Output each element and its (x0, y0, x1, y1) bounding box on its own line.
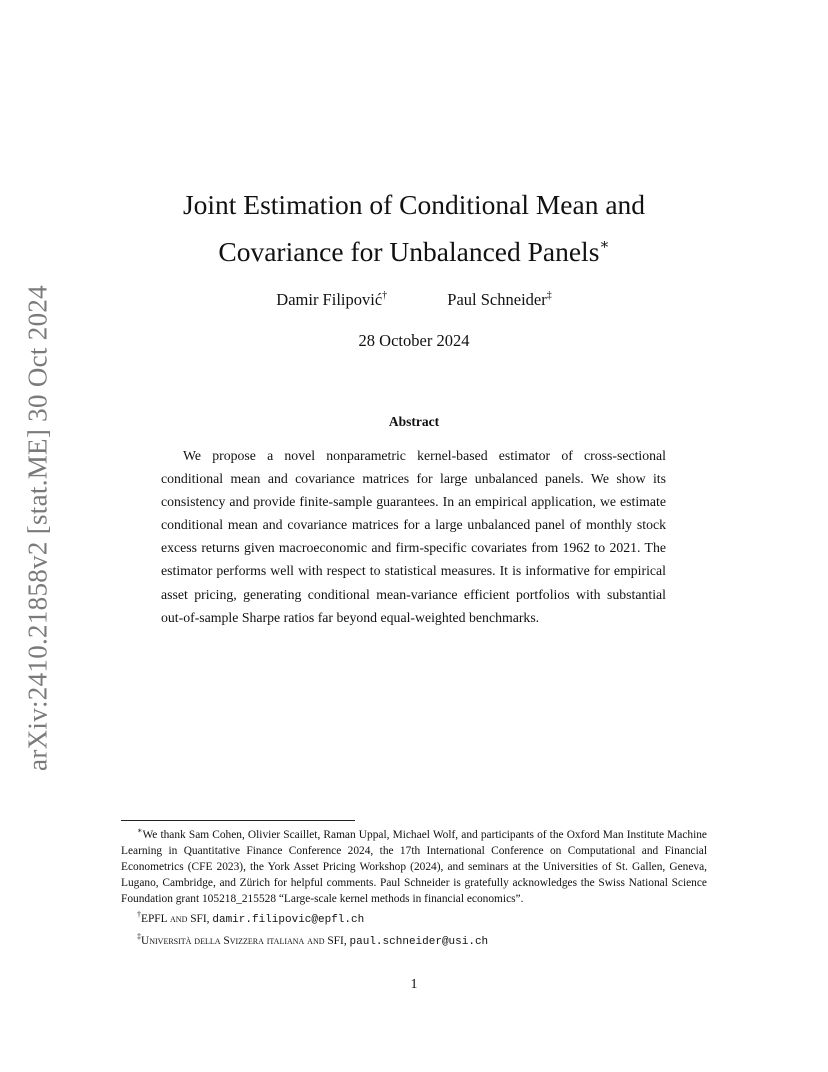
footnotes (121, 823, 707, 950)
author-1-name: Damir Filipović (276, 290, 383, 309)
author-list (0, 290, 828, 310)
footnote-affiliation-2-mark: ‡ (137, 931, 141, 941)
page-number: 1 (410, 977, 418, 992)
author-2 (447, 290, 551, 310)
footnote-thanks (121, 823, 707, 907)
abstract-heading: Abstract (388, 414, 440, 429)
footnote-divider (121, 820, 355, 821)
footnote-thanks-mark: ∗ (137, 826, 143, 835)
paper-title (0, 184, 828, 272)
author-2-name: Paul Schneider (447, 290, 547, 309)
footnote-affiliation-2-institution: Università della Svizzera italiana and SFI, (141, 934, 347, 947)
author-1-mark: † (382, 290, 388, 301)
footnote-affiliation-1-institution: EPFL and SFI, (141, 913, 210, 926)
footnote-affiliation-1 (121, 907, 707, 928)
arxiv-side-stamp: arXiv:2410.21858v2 [stat.ME] 30 Oct 2024 (22, 285, 53, 771)
footnote-affiliation-1-mark: † (137, 910, 141, 920)
title-line-2 (0, 225, 828, 272)
paper-date: 28 October 2024 (358, 331, 470, 350)
footnote-affiliation-2-email[interactable]: paul.schneider@usi.ch (349, 935, 489, 948)
title-line-2-text: Covariance for Unbalanced Panels (218, 236, 600, 267)
author-1 (276, 290, 387, 310)
title-line-1: Joint Estimation of Conditional Mean and (182, 189, 646, 220)
footnote-thanks-text: We thank Sam Cohen, Olivier Scaillet, Raman Uppal, Michael Wolf, and participants of the Oxford Man Institute Machine Learning in Quantitative Finance Conference 2024, the 17th International Conference on Computational and Financial Econometrics (CFE 2023), the York Asset Pricing Workshop (2024), and seminars at the Universities of St. Gallen, Geneva, Lugano, Cambridge, and Zürich for helpful comments. Paul Schneider is gratefully acknowledges the Swiss National Science Foundation grant 105218_215528 “Large-scale kernel methods in financial economics”. (121, 829, 707, 906)
author-2-mark: ‡ (546, 290, 552, 301)
abstract-body: We propose a novel nonparametric kernel-based estimator of cross-sectional conditional mean and covariance matrices for large unbalanced panels. We show its consistency and provide finite-sample guarantees. In an empirical application, we estimate conditional mean and covariance matrices for a large unbalanced panel of monthly stock excess returns given macroeconomic and firm-specific covariates from 1962 to 2021. The estimator performs well with respect to statistical measures. It is informative for empirical asset pricing, generating conditional mean-variance efficient portfolios with substantial out-of-sample Sharpe ratios far beyond equal-weighted benchmarks. (161, 448, 666, 625)
footnote-affiliation-1-email[interactable]: damir.filipovic@epfl.ch (212, 914, 365, 927)
footnote-affiliation-2 (121, 929, 707, 950)
title-footnote-mark: ∗ (599, 237, 610, 253)
